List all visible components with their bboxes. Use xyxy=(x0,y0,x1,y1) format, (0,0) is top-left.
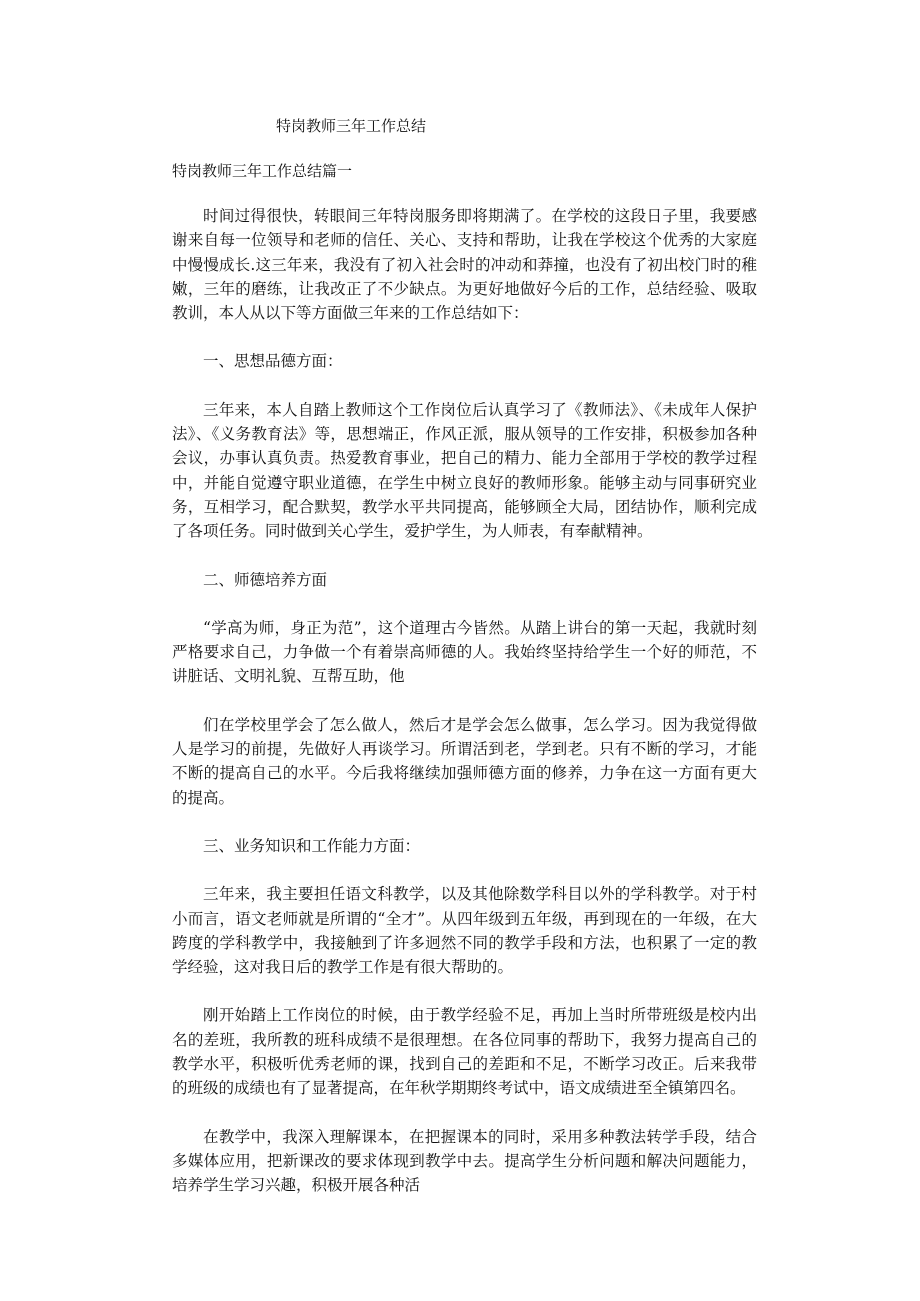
section-3-paragraph-b: 刚开始踏上工作岗位的时候，由于教学经验不足，再加上当时所带班级是校内出名的差班，我所教的班科成绩不是很理想。在各位同事的帮助下，我努力提高自己的教学水平，积极听优秀老师的课，找到自己的差距和不足，不断学习改正。后来我带的班级的成绩也有了显著提高，在年秋学期期终考试中，语文成绩进至全镇第四名。 xyxy=(172,1006,757,1098)
section-2-paragraph-b: 们在学校里学会了怎么做人，然后才是学会怎么做事，怎么学习。因为我觉得做人是学习的前提，先做好人再谈学习。所谓活到老，学到老。只有不断的学习，才能不断的提高自己的水平。今后我将继续加强师德方面的修养，力争在这一方面有更大的提高。 xyxy=(172,715,757,807)
section-1-paragraph: 三年来，本人自踏上教师这个工作岗位后认真学习了《教师法》、《未成年人保护法》、《义务教育法》等，思想端正，作风正派，服从领导的工作安排，积极参加各种会议，办事认真负责。热爱教育事业，把自己的精力、能力全部用于学校的教学过程中，并能自觉遵守职业道德，在学生中树立良好的教师形象。能够主动与同事研究业务，互相学习，配合默契，教学水平共同提高，能够顾全大局，团结协作，顺利完成了各项任务。同时做到关心学生，爱护学生，为人师表，有奉献精神。 xyxy=(172,400,757,541)
section-heading-2: 二、师德培养方面 xyxy=(203,570,328,589)
section-2-paragraph-a: “学高为师，身正为范”，这个道理古今皆然。从踏上讲台的第一天起，我就时刻严格要求自己，力争做一个有着崇高师德的人。我始终坚持给学生一个好的师范，不讲脏话、文明礼貌、互帮互助，他 xyxy=(172,618,757,686)
section-heading-3: 三、业务知识和工作能力方面： xyxy=(203,836,421,855)
intro-paragraph: 时间过得很快，转眼间三年特岗服务即将期满了。在学校的这段日子里，我要感谢来自每一位领导和老师的信任、关心、支持和帮助，让我在学校这个优秀的大家庭中慢慢成长.这三年来，我没有了初入社会时的冲动和莽撞，也没有了初出校门时的稚嫩，三年的磨练，让我改正了不少缺点。为更好地做好今后的工作，总结经验、吸取教训，本人从以下等方面做三年来的工作总结如下： xyxy=(172,207,757,323)
section-3-paragraph-c: 在教学中，我深入理解课本，在把握课本的同时，采用多种教法转学手段，结合多媒体应用，把新课改的要求体现到教学中去。提高学生分析问题和解决问题能力，培养学生学习兴趣，积极开展各种活 xyxy=(172,1127,757,1195)
section-3-paragraph-a: 三年来，我主要担任语文科教学，以及其他除数学科目以外的学科教学。对于村小而言，语文老师就是所谓的“全才”。从四年级到五年级，再到现在的一年级，在大跨度的学科教学中，我接触到了许多迥然不同的教学手段和方法，也积累了一定的教学经验，这对我日后的教学工作是有很大帮助的。 xyxy=(172,885,757,977)
document-title: 特岗教师三年工作总结 xyxy=(276,117,427,135)
document-body xyxy=(172,204,757,1222)
section-heading-1: 一、思想品德方面： xyxy=(203,352,343,371)
document-subtitle: 特岗教师三年工作总结篇一 xyxy=(172,162,353,180)
